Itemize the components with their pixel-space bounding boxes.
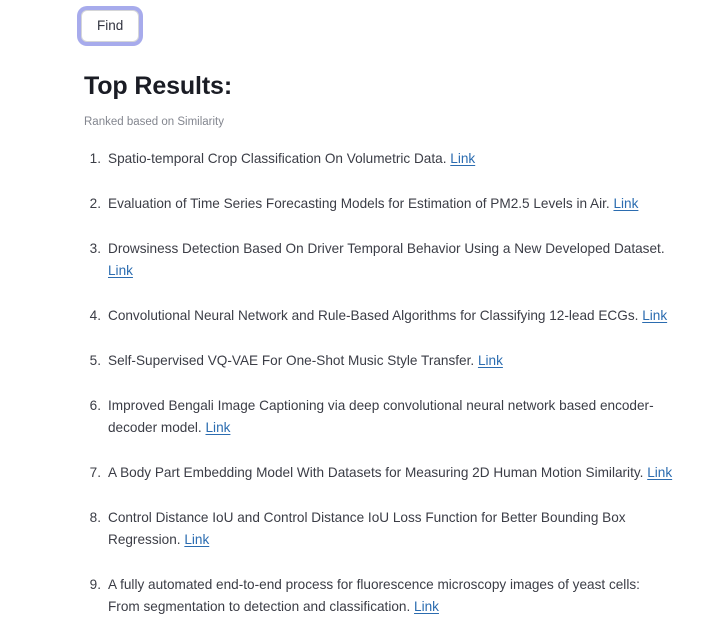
- page-title: Top Results:: [84, 72, 233, 100]
- result-title: A fully automated end-to-end process for fluorescence microscopy images of yeast cells: From segmentation to detection and classification.: [108, 577, 640, 615]
- result-title: Improved Bengali Image Captioning via deep convolutional neural network based encoder-decoder model.: [108, 398, 654, 436]
- result-link[interactable]: Link: [647, 465, 673, 481]
- result-link[interactable]: Link: [205, 420, 231, 436]
- result-link[interactable]: Link: [414, 599, 439, 615]
- result-item: [84, 462, 675, 484]
- result-item: [84, 148, 675, 170]
- toolbar: [0, 0, 715, 42]
- result-item: [84, 305, 675, 327]
- result-title: Convolutional Neural Network and Rule-Based Algorithms for Classifying 12-lead ECGs.: [108, 308, 639, 324]
- result-link[interactable]: Link: [450, 151, 476, 167]
- result-link[interactable]: Link: [642, 308, 668, 324]
- result-link[interactable]: Link: [184, 532, 210, 548]
- result-item: [84, 193, 675, 215]
- result-item: [84, 574, 675, 618]
- result-link[interactable]: Link: [613, 196, 639, 212]
- result-title: Self-Supervised VQ-VAE For One-Shot Music Style Transfer.: [108, 353, 475, 369]
- result-title: A Body Part Embedding Model With Datasets for Measuring 2D Human Motion Similarity.: [108, 465, 644, 481]
- result-item: [84, 238, 675, 282]
- result-title: Drowsiness Detection Based On Driver Temporal Behavior Using a New Developed Dataset.: [108, 241, 665, 257]
- result-link[interactable]: Link: [477, 353, 503, 369]
- results-panel: [0, 71, 684, 618]
- result-title: Spatio-temporal Crop Classification On Volumetric Data.: [108, 151, 447, 167]
- result-title: Evaluation of Time Series Forecasting Models for Estimation of PM2.5 Levels in Air.: [108, 196, 610, 212]
- result-item: [84, 350, 675, 372]
- find-button[interactable]: Find: [81, 10, 139, 42]
- result-item: [84, 507, 675, 551]
- result-title: Control Distance IoU and Control Distance IoU Loss Function for Better Bounding Box Regression.: [108, 510, 626, 548]
- result-link[interactable]: Link: [108, 263, 133, 279]
- result-item: [84, 395, 675, 439]
- results-list: [84, 148, 684, 618]
- results-subtitle: Ranked based on Similarity: [84, 116, 224, 128]
